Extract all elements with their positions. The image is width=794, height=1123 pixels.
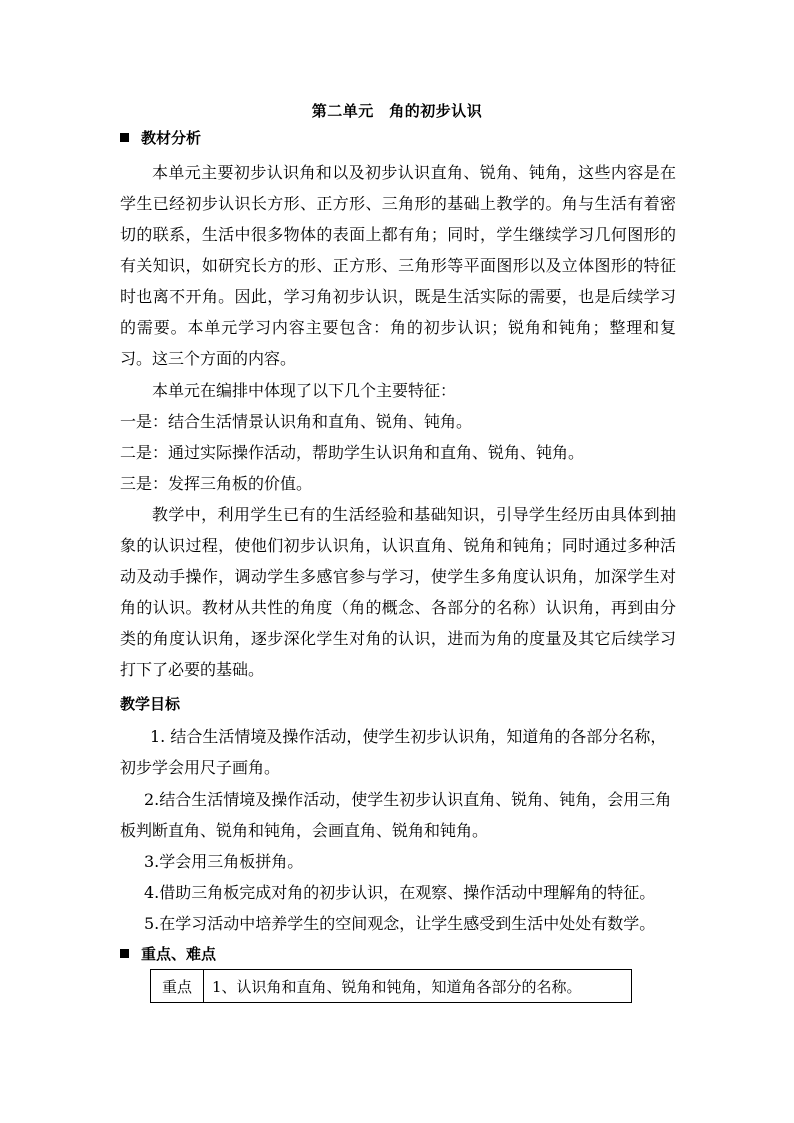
- heading-analysis-text: 教材分析: [141, 129, 202, 147]
- heading-goals: 教学目标: [120, 695, 181, 713]
- heading-analysis: [120, 127, 201, 149]
- analysis-paragraph-1: 本单元主要初步认识角和以及初步认识直角、锐角、钝角，这些内容是在学生已经初步认识长方形、正方形、三角形的基础上教学的。角与生活有着密切的联系，生活中很多物体的表面上都有角；同时，学生继续学习几何图形的有关知识，如研究长方的形、正方形、三角形等平面图形以及立体图形的特征时也离不开角。因此，学习角初步认识，既是生活实际的需要，也是后续学习的需要。本单元学习内容主要包含：角的初步认识；锐角和钝角；整理和复习。这三个方面的内容。: [120, 163, 676, 368]
- feature-line-1: 一是：结合生活情景认识角和直角、锐角、钝角。: [120, 412, 473, 431]
- goal-4: 4.借助三角板完成对角的初步认识，在观察、操作活动中理解角的特征。: [144, 883, 656, 902]
- page-title: 第二单元 角的初步认识: [311, 102, 483, 120]
- analysis-paragraph-3: 教学中，利用学生已有的生活经验和基础知识，引导学生经历由具体到抽象的认识过程，使他们初步认识角，认识直角、锐角和钝角；同时通过多种活动及动手操作，调动学生多感官参与学习，使学生多角度认识角，加深学生对角的认识。教材从共性的角度（角的概念、各部分的名称）认识角，再到由分类的角度认识角，逐步深化学生对角的认识，进而为角的度量及其它后续学习打下了必要的基础。: [120, 505, 676, 679]
- goal-5: 5.在学习活动中培养学生的空间观念，让学生感受到生活中处处有数学。: [144, 914, 656, 933]
- goal-1-line-1: 1. 结合生活情境及操作活动，使学生初步认识角，知道角的各部分名称，: [150, 727, 667, 746]
- analysis-paragraph-2: 本单元在编排中体现了以下几个主要特征：: [152, 381, 457, 400]
- key-label-cell: 重点: [151, 970, 204, 1003]
- goal-1-line-2: 初步学会用尺子画角。: [120, 758, 281, 777]
- goal-3: 3.学会用三角板拼角。: [144, 852, 304, 871]
- key-points-table: [150, 969, 632, 1003]
- heading-key-points-text: 重点、难点: [141, 945, 217, 963]
- goal-2-line-1: 2.结合生活情境及操作活动，使学生初步认识直角、锐角、钝角，会用三角: [144, 790, 672, 809]
- goal-2-line-2: 板判断直角、锐角和钝角，会画直角、锐角和钝角。: [120, 821, 489, 840]
- square-bullet-icon: [120, 133, 129, 142]
- square-bullet-icon: [120, 949, 129, 958]
- table-row: [151, 970, 632, 1003]
- feature-line-3: 三是：发挥三角板的价值。: [120, 474, 313, 493]
- heading-key-points: [120, 943, 216, 965]
- feature-line-2: 二是：通过实际操作活动，帮助学生认识角和直角、锐角、钝角。: [120, 443, 585, 462]
- key-content-cell: 1、认识角和直角、锐角和钝角，知道角各部分的名称。: [204, 970, 632, 1003]
